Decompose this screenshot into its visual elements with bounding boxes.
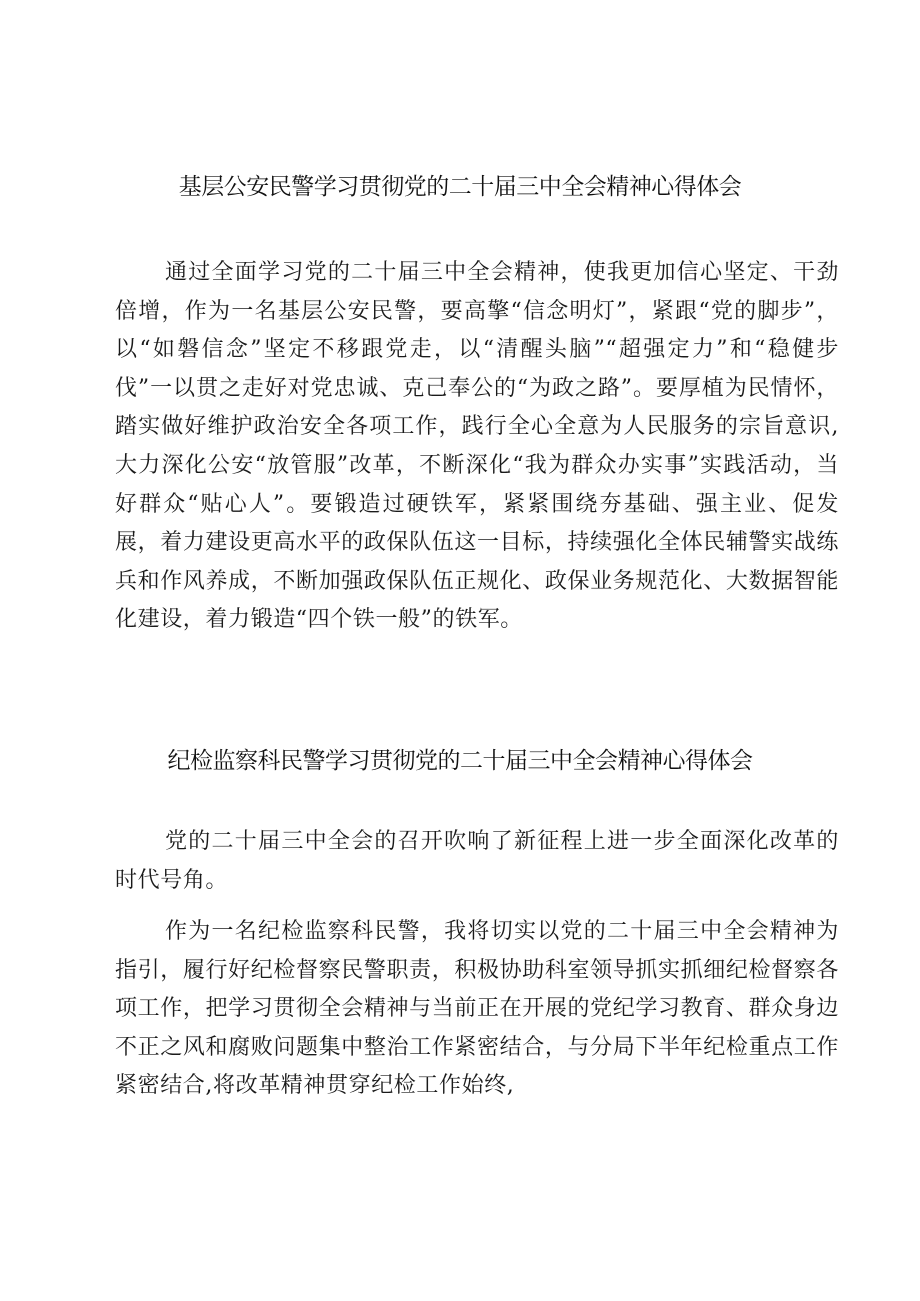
section-1-paragraph-1: 通过全面学习党的二十届三中全会精神，使我更加信心坚定、干劲倍增，作为一名基层公安民警，要高擎“信念明灯”，紧跟“党的脚步”，以“如磐信念”坚定不移跟党走，以“清醒头脑”“超强定力”和“稳健步伐”一以贯之走好对党忠诚、克己奉公的“为政之路”。要厚植为民情怀，踏实做好维护政治安全各项工作，践行全心全意为人民服务的宗旨意识,大力深化公安“放管服”改革，不断深化“我为群众办实事”实践活动，当好群众“贴心人”。要锻造过硬铁军，紧紧围绕夯基础、强主业、促发展，着力建设更高水平的政保队伍这一目标，持续强化全体民辅警实战练兵和作风养成，不断加强政保队伍正规化、政保业务规范化、大数据智能化建设，着力锻造“四个铁一般”的铁军。 xyxy=(115,260,839,633)
section-2-paragraph-1: 党的二十届三中全会的召开吹响了新征程上进一步全面深化改革的时代号角。 xyxy=(115,829,839,893)
section-2-title: 纪检监察科民警学习贯彻党的二十届三中全会精神心得体会 xyxy=(167,748,753,774)
section-1-title: 基层公安民警学习贯彻党的二十届三中全会精神心得体会 xyxy=(178,174,742,200)
section-2-paragraph-2: 作为一名纪检监察科民警，我将切实以党的二十届三中全会精神为指引，履行好纪检督察民警职责，积极协助科室领导抓实抓细纪检督察各项工作，把学习贯彻全会精神与当前正在开展的党纪学习教育、群众身边不正之风和腐败问题集中整治工作紧密结合，与分局下半年纪检重点工作紧密结合,将改革精神贯穿纪检工作始终, xyxy=(115,919,839,1099)
